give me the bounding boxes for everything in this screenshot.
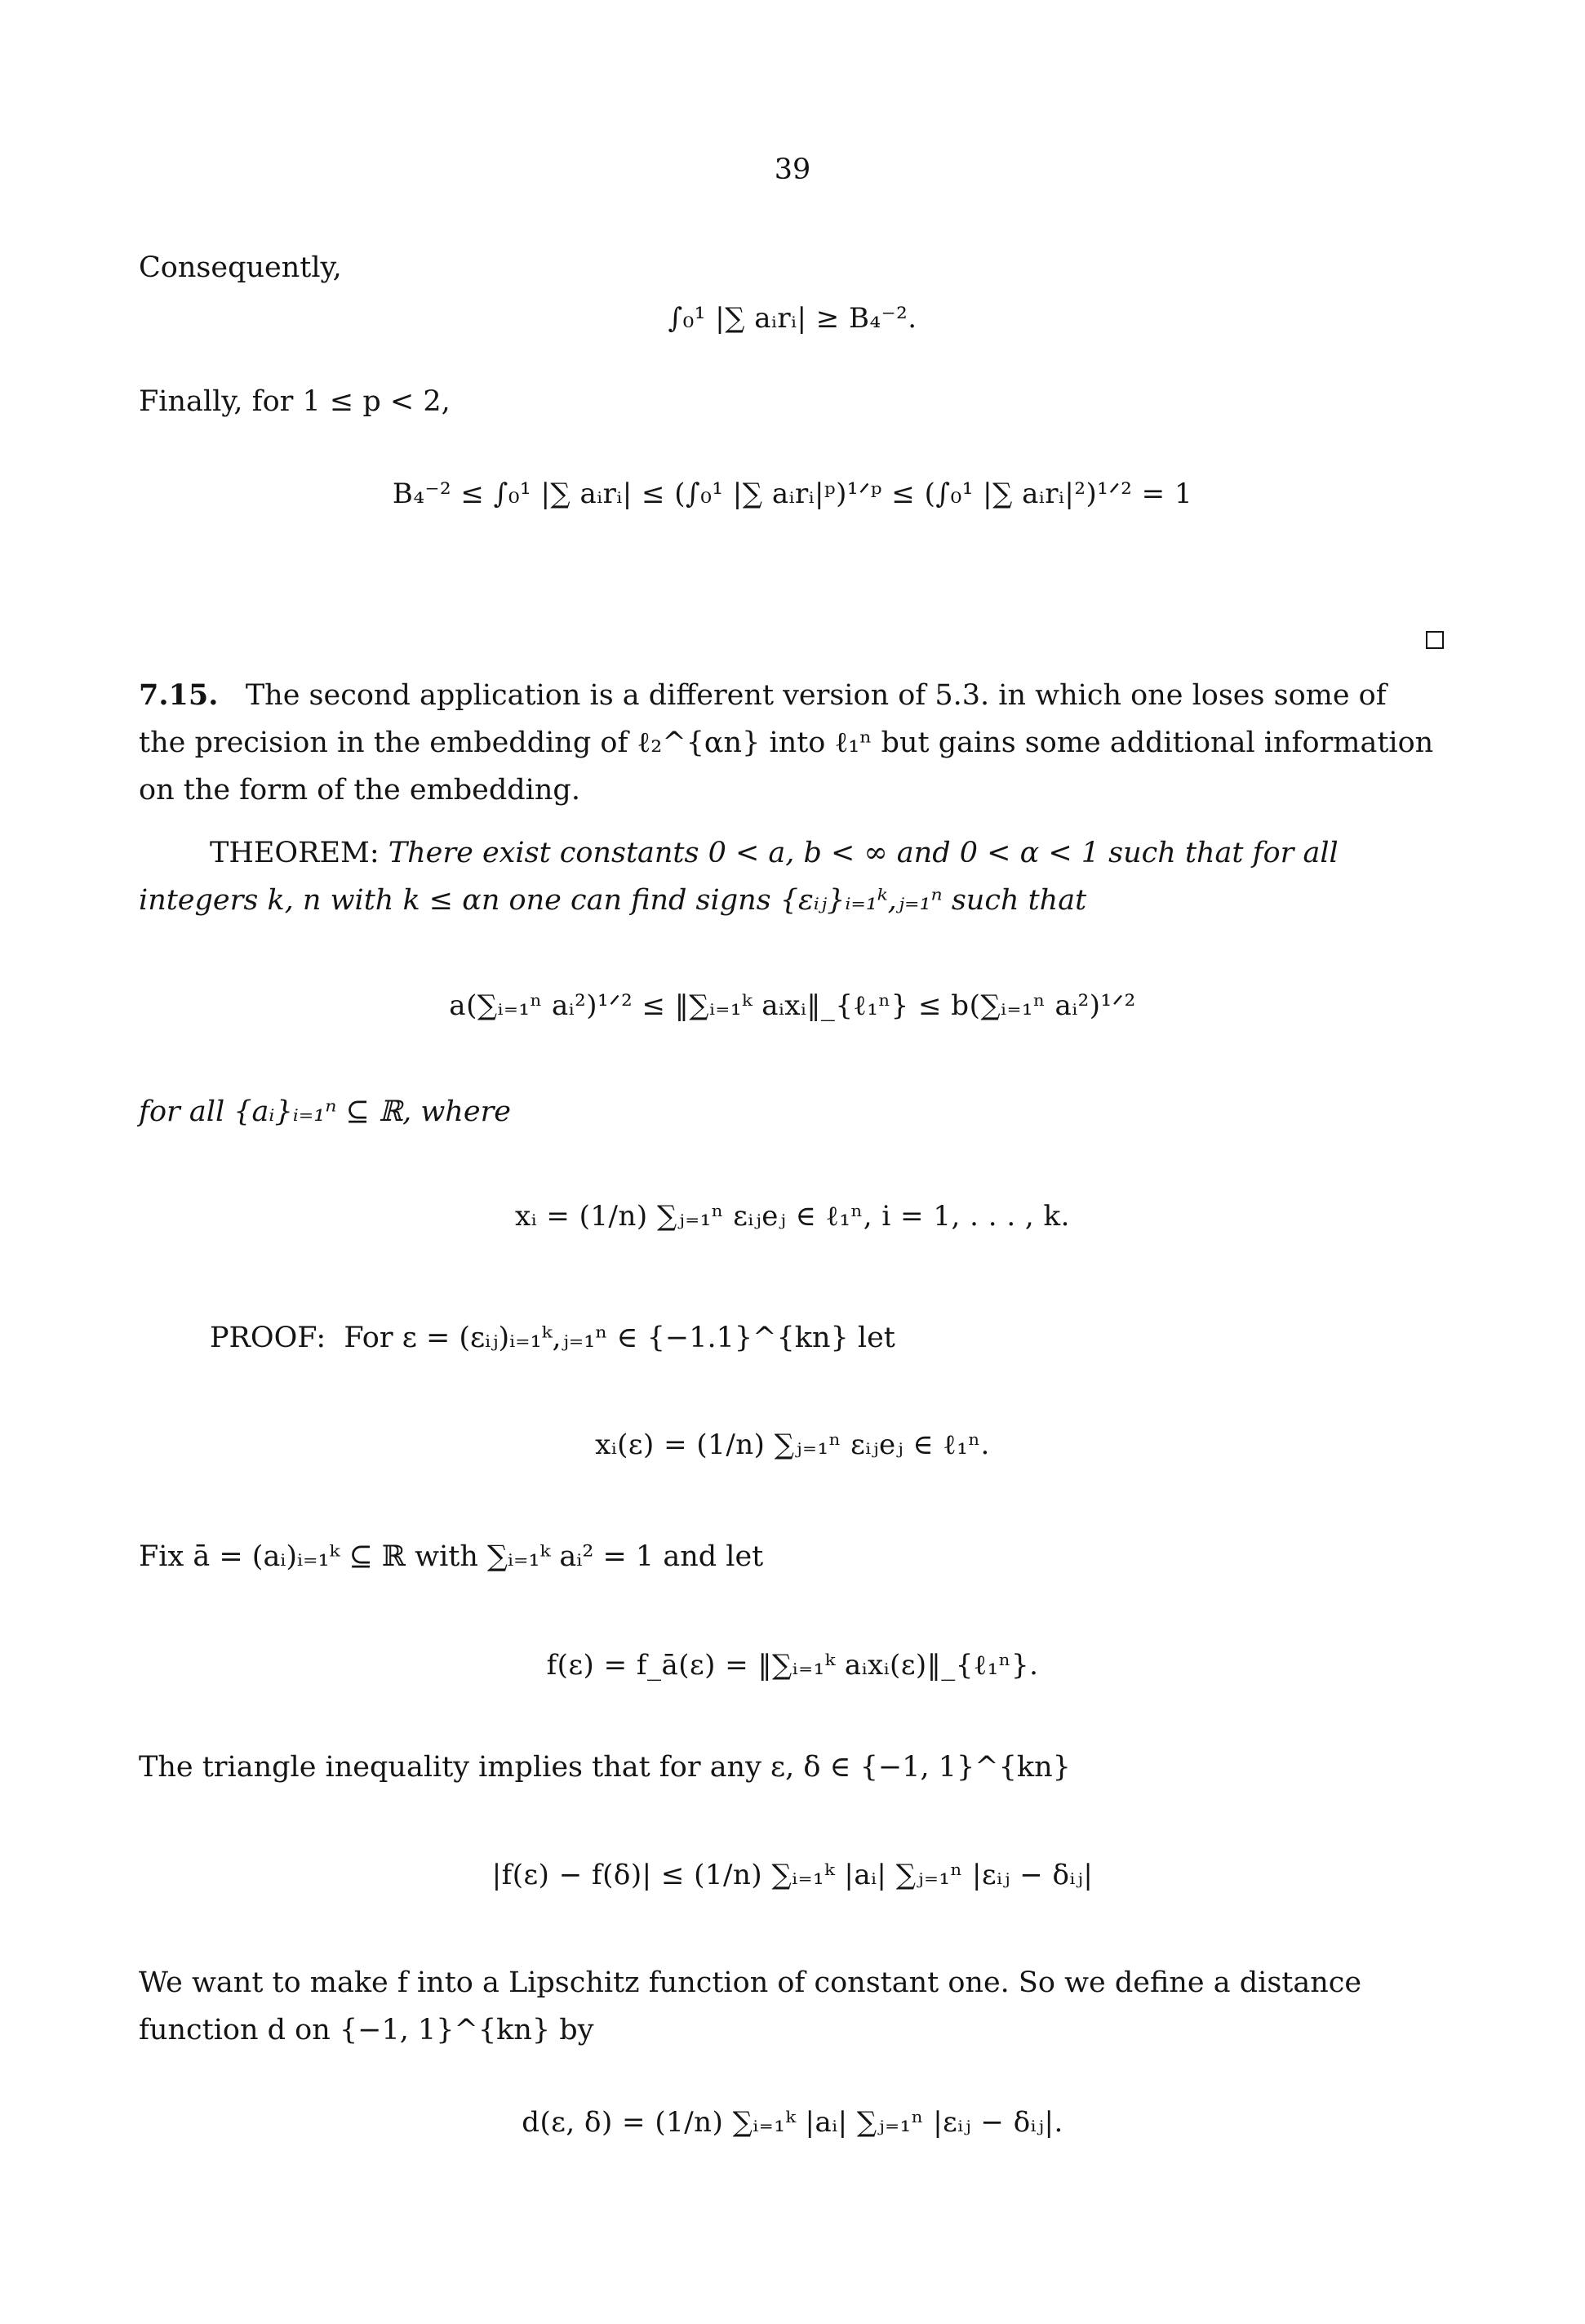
theorem-text: There exist constants 0 < a, b < ∞ and 0 < α < 1 such that for all integers k, n with k ≤ αn one can find signs {εᵢⱼ}ᵢ₌₁ᵏ,ⱼ₌₁ⁿ such that (139, 837, 1339, 917)
section-text: The second application is a different version of 5.3. in which one loses some of the precision in the embedding of ℓ₂^{αn} into ℓ₁ⁿ but gains some additional information on the form of the embedding. (139, 679, 1434, 807)
section-7-15 (139, 672, 1436, 814)
proof-text: For ε = (εᵢⱼ)ᵢ₌₁ᵏ,ⱼ₌₁ⁿ ∈ {−1.1}^{kn} let (344, 1322, 895, 1354)
proof-label: PROOF: (210, 1322, 326, 1354)
equation-3: a(∑ᵢ₌₁ⁿ aᵢ²)¹ᐟ² ≤ ‖∑ᵢ₌₁ᵏ aᵢxᵢ‖_{ℓ₁ⁿ} ≤ b(∑ᵢ₌₁ⁿ aᵢ²)¹ᐟ² (449, 989, 1136, 1022)
paragraph-lipschitz: We want to make f into a Lipschitz function of constant one. So we define a distance function d on {−1, 1}^{kn} by (139, 1966, 1362, 2046)
proof-start (210, 1320, 895, 1356)
paragraph-fix: Fix ā = (aᵢ)ᵢ₌₁ᵏ ⊆ ℝ with ∑ᵢ₌₁ᵏ aᵢ² = 1 and let (139, 1540, 764, 1573)
theorem-label: THEOREM: (210, 837, 380, 869)
equation-6: f(ε) = f_ā(ε) = ‖∑ᵢ₌₁ᵏ aᵢxᵢ(ε)‖_{ℓ₁ⁿ}. (546, 1649, 1039, 1682)
paragraph-for-all: for all {aᵢ}ᵢ₌₁ⁿ ⊆ ℝ, where (139, 1095, 512, 1128)
theorem-statement (139, 829, 1436, 924)
paragraph-finally: Finally, for 1 ≤ p < 2, (139, 385, 451, 418)
paragraph-triangle: The triangle inequality implies that for any ε, δ ∈ {−1, 1}^{kn} (139, 1751, 1071, 1784)
equation-2: B₄⁻² ≤ ∫₀¹ |∑ aᵢrᵢ| ≤ (∫₀¹ |∑ aᵢrᵢ|ᵖ)¹ᐟᵖ ≤ (∫₀¹ |∑ aᵢrᵢ|²)¹ᐟ² = 1 (392, 478, 1193, 510)
page-number: 39 (774, 153, 811, 186)
equation-1: ∫₀¹ |∑ aᵢrᵢ| ≥ B₄⁻². (668, 302, 917, 335)
equation-8: d(ε, δ) = (1/n) ∑ᵢ₌₁ᵏ |aᵢ| ∑ⱼ₌₁ⁿ |εᵢⱼ − δᵢⱼ|. (522, 2106, 1063, 2139)
equation-5: xᵢ(ε) = (1/n) ∑ⱼ₌₁ⁿ εᵢⱼeⱼ ∈ ℓ₁ⁿ. (595, 1429, 990, 1461)
paragraph-consequently: Consequently, (139, 251, 342, 284)
section-number: 7.15. (139, 678, 219, 712)
equation-7: |f(ε) − f(δ)| ≤ (1/n) ∑ᵢ₌₁ᵏ |aᵢ| ∑ⱼ₌₁ⁿ |εᵢⱼ − δᵢⱼ| (491, 1859, 1094, 1891)
equation-4: xᵢ = (1/n) ∑ⱼ₌₁ⁿ εᵢⱼeⱼ ∈ ℓ₁ⁿ, i = 1, . . . , k. (515, 1200, 1070, 1233)
qed-square (1426, 631, 1444, 649)
